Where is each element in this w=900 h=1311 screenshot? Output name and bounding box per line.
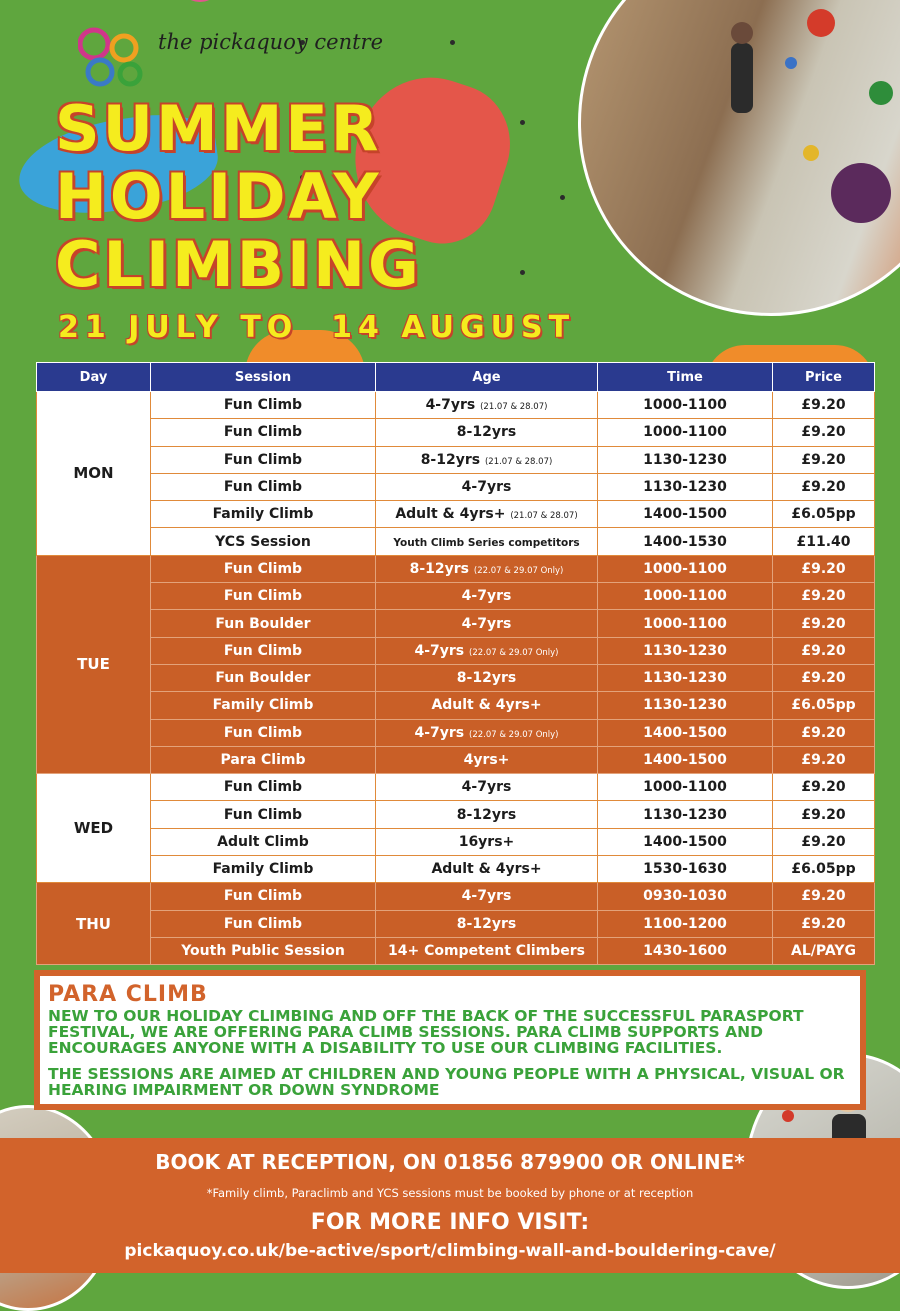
- price-cell: £9.20: [773, 801, 875, 828]
- age-label: 8-12yrs: [420, 451, 481, 468]
- price-cell: £9.20: [773, 719, 875, 746]
- age-note: (21.07 & 28.07): [510, 511, 578, 522]
- title-line-holiday: HOLIDAY: [55, 160, 382, 233]
- time-cell: 1130-1230: [598, 637, 773, 664]
- age-label: 14+ Competent Climbers: [387, 943, 586, 960]
- time-cell: 1400-1500: [598, 746, 773, 773]
- table-row: [37, 828, 875, 855]
- age-cell: [376, 719, 598, 746]
- age-cell: [376, 392, 598, 419]
- header-price: Price: [773, 363, 875, 392]
- header-day: Day: [37, 363, 151, 392]
- day-cell: THU: [37, 883, 151, 965]
- session-cell: Fun Climb: [151, 419, 376, 446]
- age-cell: [376, 501, 598, 528]
- time-cell: 1000-1100: [598, 392, 773, 419]
- age-cell: [376, 883, 598, 910]
- age-note: (21.07 & 28.07): [484, 456, 553, 467]
- session-cell: Family Climb: [151, 692, 376, 719]
- page-title: [55, 92, 422, 301]
- session-cell: Family Climb: [151, 501, 376, 528]
- para-climb-panel: [40, 976, 860, 1104]
- age-cell: [376, 555, 598, 582]
- table-header-row: [37, 363, 875, 392]
- price-cell: £9.20: [773, 555, 875, 582]
- website-link[interactable]: pickaquoy.co.uk/be-active/sport/climbing-wall-and-bouldering-cave/: [124, 1241, 776, 1261]
- time-cell: 1130-1230: [598, 446, 773, 473]
- time-cell: 1000-1100: [598, 555, 773, 582]
- table-row: [37, 883, 875, 910]
- price-cell: £9.20: [773, 746, 875, 773]
- schedule-table: [36, 362, 875, 965]
- price-cell: £9.20: [773, 774, 875, 801]
- age-label: 4-7yrs: [414, 642, 465, 659]
- title-line-summer: SUMMER: [55, 92, 382, 165]
- session-cell: Fun Climb: [151, 555, 376, 582]
- table-row: [37, 473, 875, 500]
- session-cell: Fun Climb: [151, 446, 376, 473]
- time-cell: 1000-1100: [598, 583, 773, 610]
- table-row: [37, 555, 875, 582]
- pink-hold-decoration: [178, 0, 222, 2]
- age-label: Youth Climb Series competitors: [393, 536, 580, 549]
- time-cell: 0930-1030: [598, 883, 773, 910]
- age-note: (21.07 & 28.07): [480, 402, 548, 413]
- session-cell: Family Climb: [151, 856, 376, 883]
- session-cell: Fun Climb: [151, 583, 376, 610]
- session-cell: Youth Public Session: [151, 937, 376, 964]
- price-cell: AL/PAYG: [773, 937, 875, 964]
- age-label: Adult & 4yrs+: [395, 506, 506, 523]
- age-label: 8-12yrs: [456, 915, 517, 932]
- price-cell: £9.20: [773, 883, 875, 910]
- price-cell: £9.20: [773, 637, 875, 664]
- day-cell: TUE: [37, 555, 151, 773]
- climber-photo: [578, 0, 900, 316]
- wall-bolt-dot: [450, 40, 455, 45]
- para-climb-box: [34, 970, 866, 1110]
- session-cell: Fun Climb: [151, 910, 376, 937]
- price-cell: £9.20: [773, 910, 875, 937]
- age-cell: [376, 746, 598, 773]
- age-cell: [376, 419, 598, 446]
- age-label: Adult & 4yrs+: [431, 697, 542, 714]
- more-info-heading: FOR MORE INFO VISIT:: [310, 1210, 590, 1235]
- age-cell: [376, 528, 598, 555]
- time-cell: 1000-1100: [598, 419, 773, 446]
- age-note: (22.07 & 29.07 Only): [473, 565, 564, 576]
- session-cell: YCS Session: [151, 528, 376, 555]
- age-cell: [376, 583, 598, 610]
- session-cell: Fun Climb: [151, 473, 376, 500]
- age-cell: [376, 473, 598, 500]
- age-note: (22.07 & 29.07 Only): [469, 647, 559, 658]
- table-row: [37, 637, 875, 664]
- session-cell: Fun Climb: [151, 719, 376, 746]
- time-cell: 1400-1530: [598, 528, 773, 555]
- price-cell: £11.40: [773, 528, 875, 555]
- time-cell: 1530-1630: [598, 856, 773, 883]
- price-cell: £6.05pp: [773, 856, 875, 883]
- table-row: [37, 392, 875, 419]
- date-range: 21 JULY TO 14 AUGUST: [58, 310, 576, 345]
- table-row: [37, 719, 875, 746]
- table-row: [37, 446, 875, 473]
- age-label: 4-7yrs: [425, 397, 476, 414]
- table-row: [37, 856, 875, 883]
- price-cell: £9.20: [773, 473, 875, 500]
- time-cell: 1130-1230: [598, 473, 773, 500]
- price-cell: £9.20: [773, 664, 875, 691]
- table-row: [37, 583, 875, 610]
- title-line-climbing: CLIMBING: [55, 228, 422, 301]
- time-cell: 1000-1100: [598, 610, 773, 637]
- day-cell: WED: [37, 774, 151, 883]
- price-cell: £9.20: [773, 610, 875, 637]
- para-climb-title: PARA CLIMB: [48, 982, 208, 1007]
- age-cell: [376, 774, 598, 801]
- time-cell: 1400-1500: [598, 501, 773, 528]
- price-cell: £6.05pp: [773, 692, 875, 719]
- booking-footer: [0, 1138, 900, 1273]
- header-session: Session: [151, 363, 376, 392]
- logo-text: the pickaquoy centre: [158, 30, 384, 54]
- age-label: 4-7yrs: [461, 588, 512, 605]
- age-note: (22.07 & 29.07 Only): [469, 729, 559, 740]
- session-cell: Fun Climb: [151, 774, 376, 801]
- time-cell: 1100-1200: [598, 910, 773, 937]
- day-cell: MON: [37, 392, 151, 556]
- age-cell: [376, 692, 598, 719]
- table-row: [37, 610, 875, 637]
- session-cell: Fun Boulder: [151, 664, 376, 691]
- session-cell: Fun Boulder: [151, 610, 376, 637]
- age-label: 4yrs+: [463, 752, 510, 768]
- age-label: 8-12yrs: [456, 670, 517, 687]
- table-row: [37, 910, 875, 937]
- age-label: 4-7yrs: [461, 479, 512, 496]
- age-label: 8-12yrs: [456, 424, 517, 441]
- table-row: [37, 801, 875, 828]
- age-cell: [376, 446, 598, 473]
- session-cell: Fun Climb: [151, 883, 376, 910]
- age-cell: [376, 856, 598, 883]
- session-cell: Para Climb: [151, 746, 376, 773]
- session-cell: Fun Climb: [151, 392, 376, 419]
- time-cell: 1130-1230: [598, 692, 773, 719]
- age-cell: [376, 937, 598, 964]
- booking-footnote: *Family climb, Paraclimb and YCS sessions must be booked by phone or at reception: [206, 1186, 694, 1200]
- wall-bolt-dot: [520, 120, 525, 125]
- para-climb-paragraph: THE SESSIONS ARE AIMED AT CHILDREN AND YOUNG PEOPLE WITH A PHYSICAL, VISUAL OR HEARING IMPAIRMENT OR DOWN SYNDROME: [48, 1065, 845, 1099]
- age-label: 4-7yrs: [414, 724, 465, 741]
- table-row: [37, 692, 875, 719]
- table-row: [37, 937, 875, 964]
- age-cell: [376, 637, 598, 664]
- price-cell: £9.20: [773, 392, 875, 419]
- booking-phone-text: BOOK AT RECEPTION, ON 01856 879900 OR ONLINE*: [155, 1150, 745, 1174]
- pickaquoy-logo-icon: [78, 26, 148, 88]
- time-cell: 1400-1500: [598, 719, 773, 746]
- time-cell: 1130-1230: [598, 801, 773, 828]
- time-cell: 1400-1500: [598, 828, 773, 855]
- table-row: [37, 774, 875, 801]
- age-cell: [376, 610, 598, 637]
- wall-bolt-dot: [560, 195, 565, 200]
- time-cell: 1000-1100: [598, 774, 773, 801]
- wall-bolt-dot: [520, 270, 525, 275]
- age-cell: [376, 828, 598, 855]
- price-cell: £9.20: [773, 583, 875, 610]
- age-label: Adult & 4yrs+: [431, 861, 542, 878]
- price-cell: £9.20: [773, 419, 875, 446]
- age-label: 4-7yrs: [461, 615, 512, 632]
- table-row: [37, 419, 875, 446]
- time-cell: 1430-1600: [598, 937, 773, 964]
- header-time: Time: [598, 363, 773, 392]
- age-cell: [376, 664, 598, 691]
- age-cell: [376, 801, 598, 828]
- age-label: 8-12yrs: [456, 806, 517, 823]
- session-cell: Adult Climb: [151, 828, 376, 855]
- session-cell: Fun Climb: [151, 801, 376, 828]
- session-cell: Fun Climb: [151, 637, 376, 664]
- time-cell: 1130-1230: [598, 664, 773, 691]
- age-label: 16yrs+: [458, 833, 515, 850]
- price-cell: £9.20: [773, 828, 875, 855]
- table-row: [37, 746, 875, 773]
- age-cell: [376, 910, 598, 937]
- price-cell: £9.20: [773, 446, 875, 473]
- price-cell: £6.05pp: [773, 501, 875, 528]
- table-row: [37, 501, 875, 528]
- age-label: 4-7yrs: [461, 888, 512, 905]
- header-age: Age: [376, 363, 598, 392]
- para-climb-paragraph: NEW TO OUR HOLIDAY CLIMBING AND OFF THE BACK OF THE SUCCESSFUL PARASPORT FESTIVAL, WE ARE OFFERING PARA CLIMB SESSIONS. PARA CLIMB SUPPORTS AND ENCOURAGES ANYONE WITH A DISABILITY TO USE OUR CLIMBING FACILITIES.: [48, 1007, 804, 1057]
- table-row: [37, 664, 875, 691]
- age-label: 8-12yrs: [409, 560, 469, 577]
- table-row: [37, 528, 875, 555]
- age-label: 4-7yrs: [461, 779, 512, 796]
